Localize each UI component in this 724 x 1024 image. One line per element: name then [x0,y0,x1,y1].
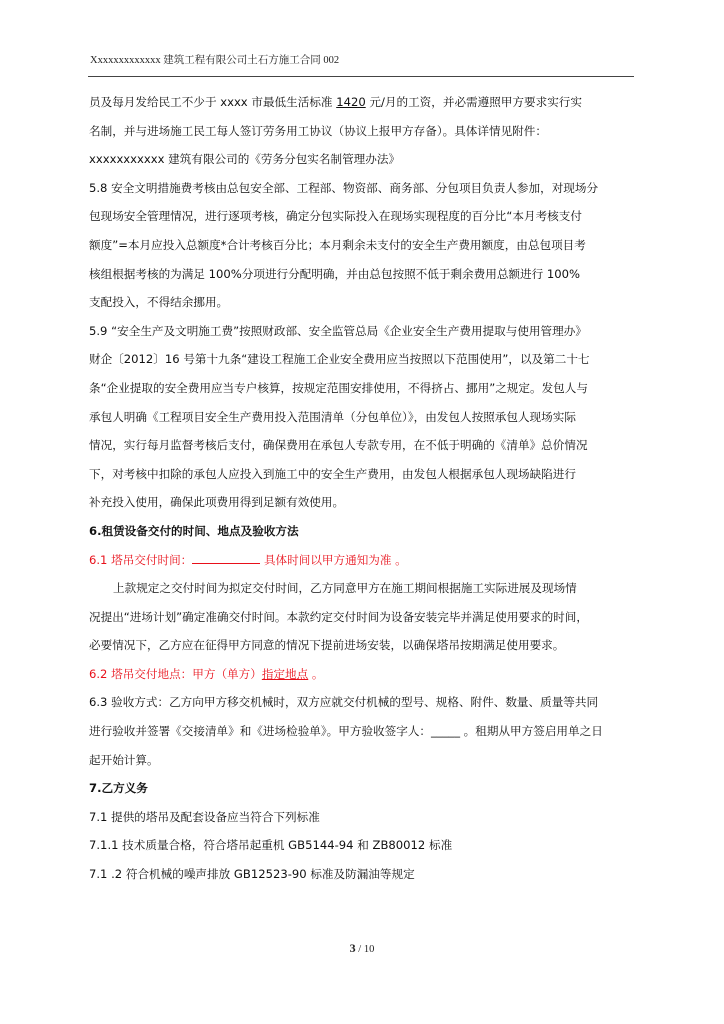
paragraph-line: 额度”=本月应投入总额度*合计考核百分比；本月剩余未支付的安全生产费用额度，由总包项目考 [89,237,586,252]
paragraph-line: 补充投入使用，确保此项费用得到足额有效使用。 [89,495,345,510]
paragraph-line: 情况，实行每月监督考核后支付，确保费用在承包人专款专用，在不低于明确的《清单》总价情况 [89,438,588,453]
clause-7-1-2: 7.1 .2 符合机械的噪声排放 GB12523-90 标准及防漏油等规定 [89,867,415,882]
page-number: 3 [349,941,356,955]
clause-6-2: 6.2 塔吊交付地点：甲方（单方）指定地点 。 [89,666,324,681]
delivery-time-blank [192,552,260,564]
paragraph-line: 承包人明确《工程项目安全生产费用投入范围清单（分包单位）》，由发包人按照承包人现场实际 [89,409,576,424]
paragraph-line: 财企〔2012〕16 号第十九条“建设工程施工企业安全费用应当按照以下范围使用”，以及第二十七 [89,352,590,367]
wage-amount: 1420 [336,95,366,109]
header-divider [88,76,634,77]
clause-5-8: 5.8 安全文明措施费考核由总包安全部、工程部、物资部、商务部、分包项目负责人参加，对现场分 [89,180,599,195]
paragraph-line: 进行验收并签署《交接清单》和《进场检验单》。甲方验收签字人：_____ 。租期从甲方签启用单之日 [89,724,603,739]
paragraph-line: 下，对考核中扣除的承包人应投入到施工中的安全生产费用，由发包人根据承包人现场缺陷进行 [89,466,576,481]
paragraph-line: 必要情况下，乙方应在征得甲方同意的情况下提前进场安装，以确保塔吊按期满足使用要求。 [89,638,565,653]
paragraph-line: 起开始计算。 [89,752,159,767]
clause-6-3: 6.3 验收方式：乙方向甲方移交机械时，双方应就交付机械的型号、规格、附件、数量、质量等共同 [89,695,599,710]
paragraph-line: 包现场安全管理情况，进行逐项考核，确定分包实际投入在现场实现程度的百分比“本月考核支付 [89,209,582,224]
clause-7-1: 7.1 提供的塔吊及配套设备应当符合下列标准 [89,809,320,824]
paragraph-line: 名制，并与进场施工民工每人签订劳务用工协议（协议上报甲方存备）。具体详情见附件： [89,123,547,138]
paragraph-line: xxxxxxxxxxx 建筑有限公司的《劳务分包实名制管理办法》 [89,152,401,167]
section-heading-6: 6.租赁设备交付的时间、地点及验收方法 [89,523,299,538]
clause-5-9: 5.9 “安全生产及文明施工费”按照财政部、安全监管总局《企业安全生产费用提取与使用管理办》 [89,323,587,338]
designated-location: 指定地点 [261,666,309,681]
paragraph-line: 条“企业提取的安全费用应当专户核算，按规定范围安排使用，不得挤占、挪用”之规定。发包人与 [89,380,588,395]
paragraph-line: 支配投入，不得结余挪用。 [89,295,229,310]
paragraph-line: 况提出“进场计划”确定准确交付时间。本款约定交付时间为设备安装完毕并满足使用要求的时间， [89,609,588,624]
page-total: / 10 [355,944,375,955]
page-header: Xxxxxxxxxxxxx 建筑工程有限公司土石方施工合同 002 [90,55,340,66]
document-body [89,88,649,889]
page-footer [0,941,724,956]
paragraph-line: 核组根据考核的为满足 100%分项进行分配明确，并由总包按照不低于剩余费用总额进行 100% [89,266,581,281]
paragraph-line: 员及每月发给民工不少于 xxxx 市最低生活标准 1420 元/月的工资，并必需遵照甲方要求实行实 [89,95,582,109]
paragraph-line: 上款规定之交付时间为拟定交付时间，乙方同意甲方在施工期间根据施工实际进展及现场情 [113,581,577,596]
clause-6-1: 6.1 塔吊交付时间： 具体时间以甲方通知为准 。 [89,552,407,567]
clause-7-1-1: 7.1.1 技术质量合格，符合塔吊起重机 GB5144-94 和 ZB80012 标准 [89,838,453,853]
section-heading-7: 7.乙方义务 [89,781,148,796]
